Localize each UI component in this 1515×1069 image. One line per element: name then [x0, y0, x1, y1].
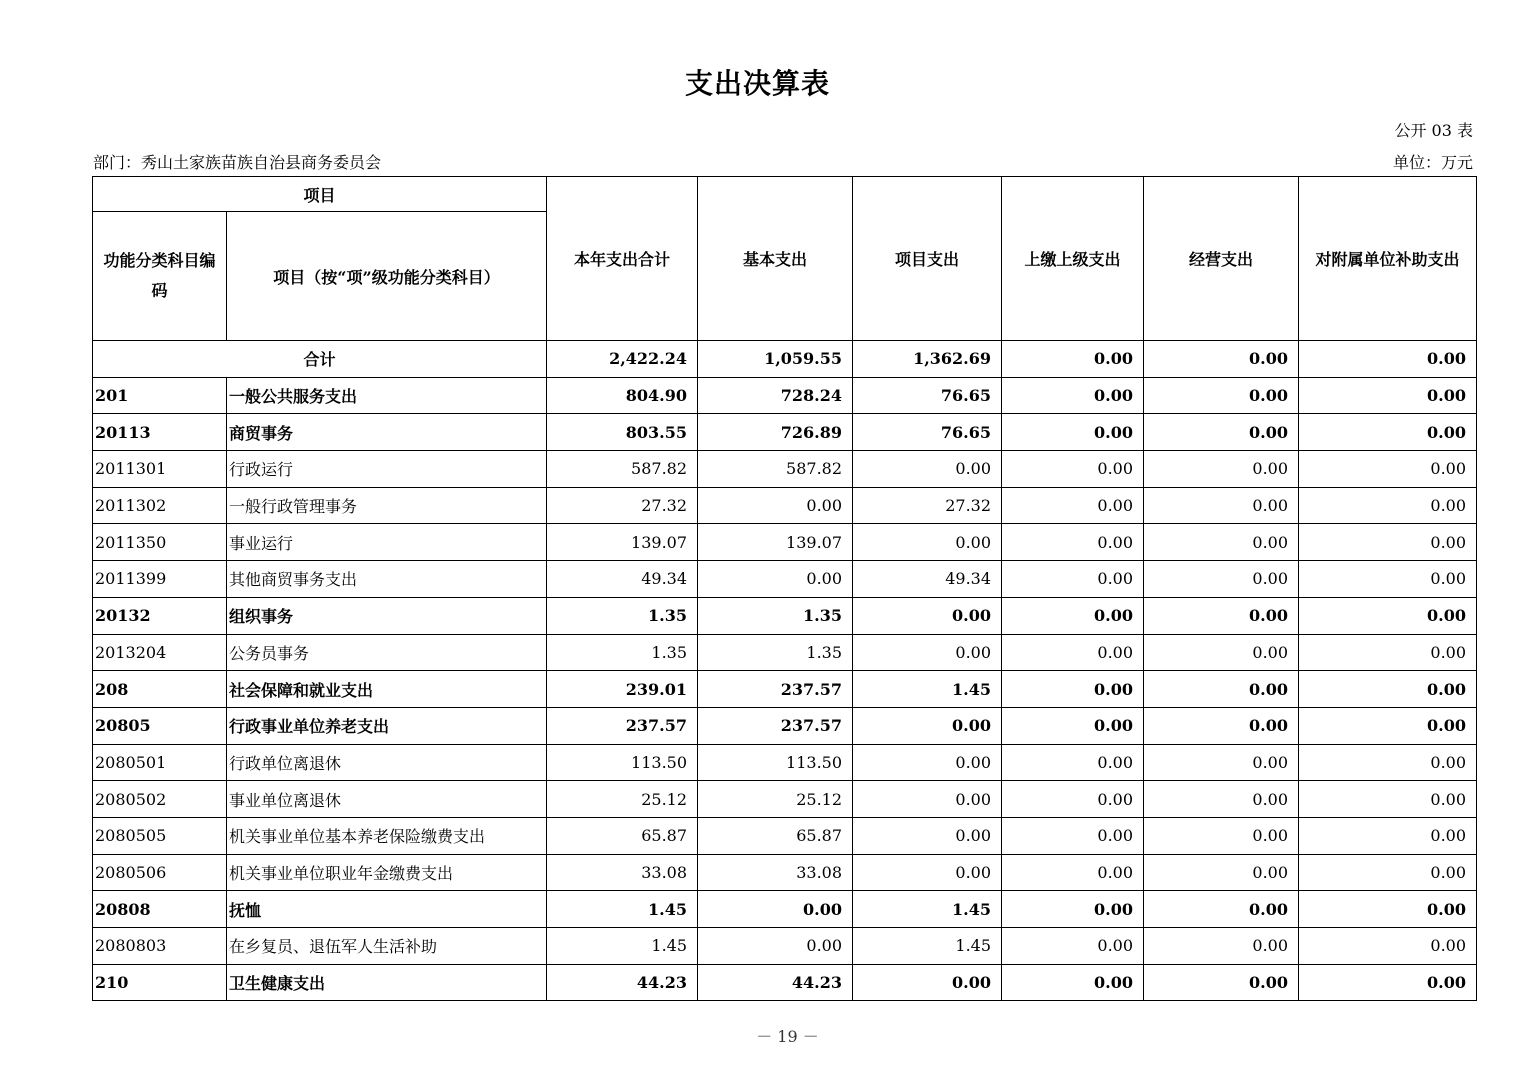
code-cell: 210: [93, 964, 227, 1001]
upper-cell: 0.00: [1002, 451, 1144, 488]
name-cell: 组织事务: [227, 597, 547, 634]
business-cell: 0.00: [1144, 928, 1299, 965]
subsidy-cell: 0.00: [1299, 744, 1477, 781]
basic-cell: 587.82: [698, 451, 853, 488]
table-row: [93, 854, 1477, 891]
upper-cell: 0.00: [1002, 744, 1144, 781]
table-row: [93, 781, 1477, 818]
subsidy-cell: 0.00: [1299, 781, 1477, 818]
business-cell: 0.00: [1144, 744, 1299, 781]
subsidy-cell: 0.00: [1299, 487, 1477, 524]
header-name: 项目（按“项”级功能分类科目）: [227, 212, 547, 341]
subsidy-cell: 0.00: [1299, 451, 1477, 488]
code-cell: 201: [93, 377, 227, 414]
page-title: 支出决算表: [684, 67, 830, 100]
name-cell: 其他商贸事务支出: [227, 561, 547, 598]
upper-cell: 0.00: [1002, 414, 1144, 451]
subsidy-cell: 0.00: [1299, 964, 1477, 1001]
basic-cell: 0.00: [698, 928, 853, 965]
business-cell: 0.00: [1144, 671, 1299, 708]
header-upper: 上缴上级支出: [1002, 177, 1144, 341]
project-cell: 76.65: [853, 414, 1002, 451]
project-cell: 0.00: [853, 964, 1002, 1001]
upper-cell: 0.00: [1002, 341, 1144, 378]
total-cell: 65.87: [547, 817, 698, 854]
name-cell: 卫生健康支出: [227, 964, 547, 1001]
name-cell: 一般公共服务支出: [227, 377, 547, 414]
name-cell: 事业单位离退休: [227, 781, 547, 818]
upper-cell: 0.00: [1002, 524, 1144, 561]
business-cell: 0.00: [1144, 781, 1299, 818]
subsidy-cell: 0.00: [1299, 561, 1477, 598]
business-cell: 0.00: [1144, 341, 1299, 378]
table-row: [93, 891, 1477, 928]
basic-cell: 33.08: [698, 854, 853, 891]
table-row: [93, 561, 1477, 598]
basic-cell: 1.35: [698, 634, 853, 671]
header-total: 本年支出合计: [547, 177, 698, 341]
header-code: 功能分类科目编码: [93, 212, 227, 341]
total-cell: 27.32: [547, 487, 698, 524]
upper-cell: 0.00: [1002, 634, 1144, 671]
name-cell: 在乡复员、退伍军人生活补助: [227, 928, 547, 965]
subsidy-cell: 0.00: [1299, 414, 1477, 451]
header-subsidy: 对附属单位补助支出: [1299, 177, 1477, 341]
upper-cell: 0.00: [1002, 377, 1144, 414]
upper-cell: 0.00: [1002, 597, 1144, 634]
header-business: 经营支出: [1144, 177, 1299, 341]
project-cell: 0.00: [853, 707, 1002, 744]
business-cell: 0.00: [1144, 964, 1299, 1001]
total-cell: 587.82: [547, 451, 698, 488]
business-cell: 0.00: [1144, 817, 1299, 854]
basic-cell: 139.07: [698, 524, 853, 561]
header-basic: 基本支出: [698, 177, 853, 341]
upper-cell: 0.00: [1002, 928, 1144, 965]
total-row: [93, 341, 1477, 378]
total-cell: 239.01: [547, 671, 698, 708]
code-cell: 2080505: [93, 817, 227, 854]
upper-cell: 0.00: [1002, 964, 1144, 1001]
total-cell: 2,422.24: [547, 341, 698, 378]
project-cell: 1.45: [853, 928, 1002, 965]
total-cell: 49.34: [547, 561, 698, 598]
code-cell: 2011302: [93, 487, 227, 524]
name-cell: 行政事业单位养老支出: [227, 707, 547, 744]
table-row: [93, 928, 1477, 965]
code-cell: 20132: [93, 597, 227, 634]
name-cell: 社会保障和就业支出: [227, 671, 547, 708]
basic-cell: 726.89: [698, 414, 853, 451]
name-cell: 行政单位离退休: [227, 744, 547, 781]
table-row: [93, 414, 1477, 451]
unit-label: 单位：万元: [1392, 153, 1473, 172]
subsidy-cell: 0.00: [1299, 377, 1477, 414]
upper-cell: 0.00: [1002, 487, 1144, 524]
table-row: [93, 671, 1477, 708]
business-cell: 0.00: [1144, 377, 1299, 414]
business-cell: 0.00: [1144, 634, 1299, 671]
business-cell: 0.00: [1144, 597, 1299, 634]
total-label: 合计: [93, 341, 547, 378]
basic-cell: 44.23: [698, 964, 853, 1001]
name-cell: 公务员事务: [227, 634, 547, 671]
table-row: [93, 377, 1477, 414]
subsidy-cell: 0.00: [1299, 524, 1477, 561]
total-cell: 1.45: [547, 891, 698, 928]
code-cell: 2080501: [93, 744, 227, 781]
basic-cell: 237.57: [698, 707, 853, 744]
upper-cell: 0.00: [1002, 817, 1144, 854]
subsidy-cell: 0.00: [1299, 891, 1477, 928]
basic-cell: 728.24: [698, 377, 853, 414]
expenditure-table: [92, 176, 1477, 1001]
code-cell: 2013204: [93, 634, 227, 671]
table-row: [93, 597, 1477, 634]
business-cell: 0.00: [1144, 451, 1299, 488]
total-cell: 33.08: [547, 854, 698, 891]
project-cell: 49.34: [853, 561, 1002, 598]
total-cell: 44.23: [547, 964, 698, 1001]
business-cell: 0.00: [1144, 854, 1299, 891]
code-cell: 20808: [93, 891, 227, 928]
code-cell: 20113: [93, 414, 227, 451]
basic-cell: 25.12: [698, 781, 853, 818]
subsidy-cell: 0.00: [1299, 817, 1477, 854]
table-row: [93, 451, 1477, 488]
project-cell: 0.00: [853, 744, 1002, 781]
basic-cell: 1.35: [698, 597, 853, 634]
header-project: 项目支出: [853, 177, 1002, 341]
basic-cell: 113.50: [698, 744, 853, 781]
basic-cell: 1,059.55: [698, 341, 853, 378]
table-number: 公开 03 表: [1394, 121, 1473, 140]
project-cell: 0.00: [853, 597, 1002, 634]
total-cell: 804.90: [547, 377, 698, 414]
upper-cell: 0.00: [1002, 854, 1144, 891]
table-row: [93, 524, 1477, 561]
business-cell: 0.00: [1144, 524, 1299, 561]
total-cell: 237.57: [547, 707, 698, 744]
code-cell: 2011301: [93, 451, 227, 488]
project-cell: 1.45: [853, 671, 1002, 708]
name-cell: 机关事业单位职业年金缴费支出: [227, 854, 547, 891]
subsidy-cell: 0.00: [1299, 634, 1477, 671]
total-cell: 1.45: [547, 928, 698, 965]
code-cell: 2080502: [93, 781, 227, 818]
department-label: 部门：秀山土家族苗族自治县商务委员会: [93, 153, 382, 172]
project-cell: 27.32: [853, 487, 1002, 524]
project-cell: 76.65: [853, 377, 1002, 414]
table-row: [93, 964, 1477, 1001]
code-cell: 208: [93, 671, 227, 708]
subsidy-cell: 0.00: [1299, 854, 1477, 891]
table-row: [93, 634, 1477, 671]
subsidy-cell: 0.00: [1299, 597, 1477, 634]
subsidy-cell: 0.00: [1299, 707, 1477, 744]
project-cell: 1.45: [853, 891, 1002, 928]
project-cell: 0.00: [853, 524, 1002, 561]
project-cell: 0.00: [853, 854, 1002, 891]
project-cell: 0.00: [853, 634, 1002, 671]
business-cell: 0.00: [1144, 487, 1299, 524]
name-cell: 行政运行: [227, 451, 547, 488]
total-cell: 139.07: [547, 524, 698, 561]
upper-cell: 0.00: [1002, 561, 1144, 598]
code-cell: 20805: [93, 707, 227, 744]
name-cell: 事业运行: [227, 524, 547, 561]
project-cell: 0.00: [853, 451, 1002, 488]
subsidy-cell: 0.00: [1299, 341, 1477, 378]
basic-cell: 65.87: [698, 817, 853, 854]
page-number: － 19 －: [756, 1027, 819, 1046]
upper-cell: 0.00: [1002, 781, 1144, 818]
table-row: [93, 487, 1477, 524]
business-cell: 0.00: [1144, 891, 1299, 928]
name-cell: 机关事业单位基本养老保险缴费支出: [227, 817, 547, 854]
basic-cell: 0.00: [698, 891, 853, 928]
upper-cell: 0.00: [1002, 891, 1144, 928]
subsidy-cell: 0.00: [1299, 928, 1477, 965]
basic-cell: 237.57: [698, 671, 853, 708]
business-cell: 0.00: [1144, 414, 1299, 451]
subsidy-cell: 0.00: [1299, 671, 1477, 708]
basic-cell: 0.00: [698, 487, 853, 524]
code-cell: 2080506: [93, 854, 227, 891]
name-cell: 抚恤: [227, 891, 547, 928]
total-cell: 1.35: [547, 634, 698, 671]
header-item-group: 项目: [93, 177, 547, 212]
name-cell: 一般行政管理事务: [227, 487, 547, 524]
total-cell: 25.12: [547, 781, 698, 818]
table-row: [93, 744, 1477, 781]
code-cell: 2011350: [93, 524, 227, 561]
total-cell: 113.50: [547, 744, 698, 781]
project-cell: 0.00: [853, 817, 1002, 854]
basic-cell: 0.00: [698, 561, 853, 598]
total-cell: 803.55: [547, 414, 698, 451]
upper-cell: 0.00: [1002, 671, 1144, 708]
project-cell: 0.00: [853, 781, 1002, 818]
code-cell: 2080803: [93, 928, 227, 965]
total-cell: 1.35: [547, 597, 698, 634]
table-row: [93, 817, 1477, 854]
project-cell: 1,362.69: [853, 341, 1002, 378]
business-cell: 0.00: [1144, 561, 1299, 598]
name-cell: 商贸事务: [227, 414, 547, 451]
upper-cell: 0.00: [1002, 707, 1144, 744]
table-row: [93, 707, 1477, 744]
code-cell: 2011399: [93, 561, 227, 598]
business-cell: 0.00: [1144, 707, 1299, 744]
